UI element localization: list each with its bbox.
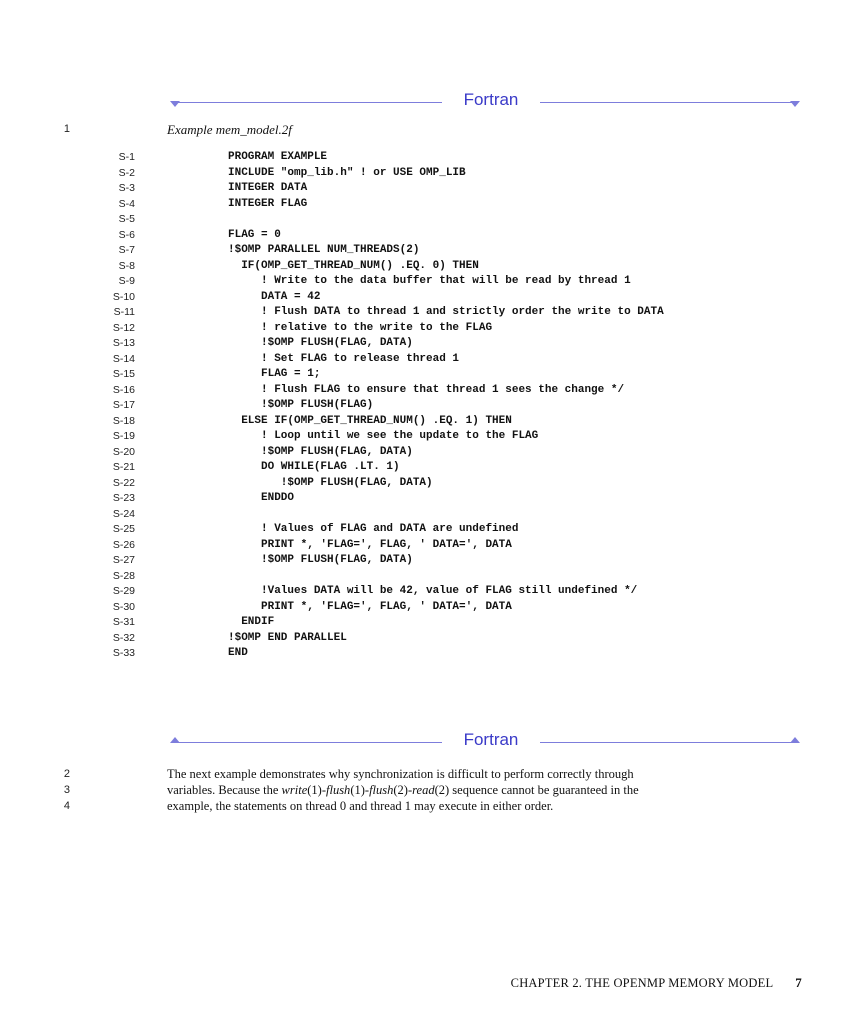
body-paragraph [167,766,807,814]
code-line-number: S-14 [112,352,135,365]
code-line-text: ! Set FLAG to release thread 1 [228,352,460,365]
code-line [0,321,864,337]
code-line-text: ELSE IF(OMP_GET_THREAD_NUM() .EQ. 1) THEN [228,414,512,427]
code-line-number: S-17 [112,399,135,411]
code-line-number: S-24 [112,507,135,520]
code-line [0,383,864,399]
code-line-number: S-20 [112,445,135,458]
code-line [0,553,864,569]
margin-line-number: 2 [63,768,70,780]
code-line-text: !$OMP PARALLEL NUM_THREADS(2) [228,244,420,256]
banner-label: Fortran [463,90,519,109]
code-line-number: S-8 [118,259,135,272]
fortran-banner-top [170,92,802,114]
code-line-text: !$OMP FLUSH(FLAG, DATA) [228,554,413,566]
code-line [0,367,864,383]
code-line [0,398,864,414]
code-line-number: S-13 [112,337,135,349]
code-line [0,274,864,290]
code-line-number: S-21 [112,461,135,473]
paragraph-line: The next example demonstrates why synchronization is difficult to perform correctly through [167,767,634,781]
code-line-number: S-3 [118,182,135,194]
code-line [0,476,864,492]
code-line-number: S-7 [118,244,135,256]
code-line [0,414,864,430]
page-number: 7 [795,975,802,990]
code-line-number: S-25 [112,523,135,535]
example-caption: Example mem_model.2f [167,122,292,137]
code-line [0,150,864,166]
margin-line-number: 1 [63,123,70,135]
code-line-text: ! relative to the write to the FLAG [228,321,493,334]
code-line-number: S-5 [118,213,135,225]
code-line [0,631,864,647]
code-line [0,491,864,507]
code-line-text: DATA = 42 [228,290,321,303]
code-line-text: PRINT *, 'FLAG=', FLAG, ' DATA=', DATA [228,538,512,551]
code-line-text: !$OMP FLUSH(FLAG) [228,399,374,411]
code-line-text: ! Write to the data buffer that will be read by thread 1 [228,275,631,287]
code-line [0,522,864,538]
code-line-number: S-18 [112,414,135,427]
code-line-number: S-26 [112,538,135,551]
code-line-text: PRINT *, 'FLAG=', FLAG, ' DATA=', DATA [228,600,512,613]
code-line-number: S-22 [112,476,135,489]
banner-label: Fortran [463,730,519,749]
code-line-number: S-30 [112,600,135,613]
code-line [0,569,864,585]
code-line-text: ENDDO [228,492,295,504]
banner-rule [540,102,794,103]
code-line [0,181,864,197]
code-line [0,507,864,523]
code-line-text: INTEGER FLAG [228,197,308,210]
code-line-text: FLAG = 0 [228,228,281,241]
code-line [0,259,864,275]
code-line-text: PROGRAM EXAMPLE [228,151,328,163]
code-line [0,336,864,352]
code-line-number: S-6 [118,228,135,241]
banner-rule [540,742,794,743]
code-line [0,445,864,461]
code-line-number: S-29 [112,585,135,597]
code-line-number: S-27 [112,554,135,566]
code-line-text: ! Flush FLAG to ensure that thread 1 sees the change */ [228,383,625,396]
code-line-text: !$OMP END PARALLEL [228,631,347,644]
code-line-text: FLAG = 1; [228,368,321,380]
code-line-number: S-11 [113,306,135,318]
code-line [0,460,864,476]
code-line-number: S-31 [112,616,135,628]
code-line [0,305,864,321]
code-line-number: S-10 [112,290,135,303]
chapter-title: CHAPTER 2. THE OPENMP MEMORY MODEL [510,976,774,990]
code-line-text: !$OMP FLUSH(FLAG, DATA) [228,476,433,489]
code-line-number: S-4 [118,197,135,210]
paragraph-line: example, the statements on thread 0 and thread 1 may execute in either order. [167,799,554,813]
code-line [0,429,864,445]
code-line-number: S-9 [118,275,135,287]
code-line [0,615,864,631]
code-line-number: S-33 [112,647,135,659]
banner-rule [174,102,442,103]
code-line-text: INCLUDE "omp_lib.h" ! or USE OMP_LIB [228,166,466,179]
code-line-text: ! Loop until we see the update to the FLAG [228,430,539,442]
code-line [0,290,864,306]
code-line-number: S-28 [112,569,135,582]
paragraph-line: variables. Because the write(1)-flush(1)-flush(2)-read(2) sequence cannot be guaranteed in the [167,783,639,797]
code-line [0,166,864,182]
code-line-text: !$OMP FLUSH(FLAG, DATA) [228,445,413,458]
code-line-number: S-1 [118,151,135,163]
margin-line-number: 3 [63,784,70,796]
code-line [0,538,864,554]
code-line [0,212,864,228]
code-line-text: END [228,647,248,659]
code-line-text: !Values DATA will be 42, value of FLAG still undefined */ [228,585,638,597]
code-line [0,197,864,213]
code-line-number: S-12 [112,321,135,334]
code-line-text: IF(OMP_GET_THREAD_NUM() .EQ. 0) THEN [228,259,479,272]
code-line-number: S-32 [112,631,135,644]
code-line-text: ! Flush DATA to thread 1 and strictly order the write to DATA [228,306,664,318]
page-footer [400,975,802,991]
banner-arrow-up-icon [790,737,800,743]
code-line [0,600,864,616]
code-line-number: S-2 [118,166,135,179]
margin-line-number: 4 [63,800,70,812]
code-line-text: DO WHILE(FLAG .LT. 1) [228,461,400,473]
code-listing [0,150,864,662]
code-line [0,646,864,662]
code-line-number: S-19 [112,430,135,442]
code-line [0,352,864,368]
code-line-text: ENDIF [228,616,275,628]
code-line-number: S-15 [112,368,135,380]
code-line [0,584,864,600]
code-line [0,243,864,259]
banner-arrow-down-icon [790,101,800,107]
code-line-text: ! Values of FLAG and DATA are undefined [228,523,519,535]
code-line-number: S-23 [112,492,135,504]
code-line-text: !$OMP FLUSH(FLAG, DATA) [228,337,413,349]
banner-rule [174,742,442,743]
fortran-banner-bottom [170,732,802,754]
code-line [0,228,864,244]
code-line-text: INTEGER DATA [228,182,308,194]
code-line-number: S-16 [112,383,135,396]
